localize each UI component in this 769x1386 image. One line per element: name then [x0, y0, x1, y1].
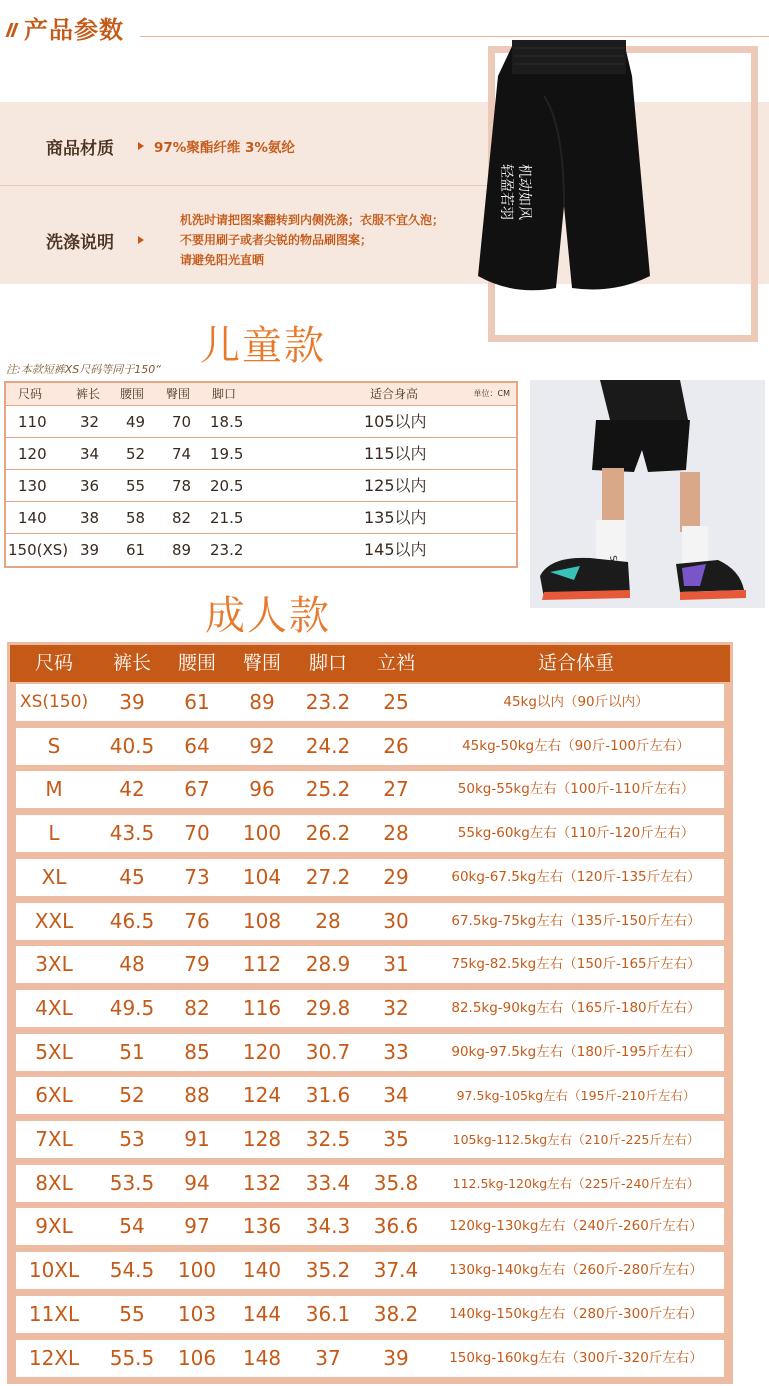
adult-table-cell: 39: [119, 690, 145, 714]
adult-table-cell: 150kg-160kg左右（300斤-320斤左右）: [449, 1349, 703, 1366]
adult-table-cell: 52: [119, 1083, 145, 1108]
adult-table-cell: 75kg-82.5kg左右（150斤-165斤左右）: [451, 956, 701, 973]
adult-table-cell: 31: [383, 952, 409, 977]
kids-table-cell: 120: [18, 445, 47, 463]
adult-table-cell: 61: [184, 690, 210, 714]
adult-table-cell: 140kg-150kg左右（280斤-300斤左右）: [449, 1305, 703, 1322]
adult-table-row: [16, 728, 724, 765]
adult-table-cell: 85: [184, 1039, 210, 1064]
adult-header-cell: 适合体重: [537, 652, 615, 674]
info-divider: [0, 185, 500, 186]
adult-table-row: [16, 815, 724, 852]
adult-table-cell: 11XL: [28, 1301, 80, 1326]
material-arrow-icon: [138, 142, 144, 150]
adult-table-cell: 45kg以内（90斤以内）: [503, 694, 649, 710]
adult-table-cell: 53: [119, 1127, 145, 1151]
adult-table-cell: 88: [184, 1083, 210, 1108]
kids-header-cell: 裤长: [76, 387, 101, 401]
adult-table-cell: 23.2: [305, 690, 351, 714]
adult-table-cell: 45kg-50kg左右（90斤-100斤左右）: [462, 737, 690, 754]
adult-table-cell: 35.2: [305, 1258, 351, 1283]
header-slash-icon: [8, 22, 18, 36]
adult-table-cell: 46.5: [109, 908, 155, 933]
material-value: 97%聚酯纤维 3%氨纶: [154, 140, 295, 156]
adult-table-row: [16, 684, 724, 721]
kids-table-cell: 32: [80, 413, 100, 431]
adult-table-cell: 28: [315, 908, 341, 933]
adult-table-cell: 28: [383, 821, 409, 846]
adult-table-cell: 33.4: [305, 1170, 351, 1195]
adult-table-cell: 37.4: [373, 1258, 419, 1283]
kids-table-cell: 135以内: [364, 508, 427, 527]
adult-table-cell: 48: [119, 952, 145, 977]
kids-table-cell: 19.5: [210, 445, 244, 463]
kids-table-cell: 125以内: [364, 476, 427, 495]
kids-table-cell: 105以内: [364, 412, 427, 431]
adult-table-cell: 31.6: [305, 1083, 351, 1108]
adult-table-cell: 36.6: [373, 1214, 419, 1239]
adult-table-cell: 12XL: [28, 1345, 80, 1370]
adult-table-cell: 28.9: [305, 952, 351, 977]
adult-table-cell: 64: [184, 733, 210, 758]
adult-table-cell: 10XL: [28, 1258, 80, 1283]
adult-table-cell: 96: [249, 777, 275, 802]
adult-table-row: [16, 1252, 724, 1289]
adult-table-cell: 51: [119, 1039, 145, 1064]
kids-header-cell: 脚口: [212, 387, 237, 401]
adult-table-cell: XS(150): [19, 692, 89, 712]
adult-table-cell: 37: [315, 1345, 341, 1370]
kids-table-cell: 145以内: [364, 540, 427, 559]
kids-table-cell: 140: [18, 509, 47, 527]
section-title-product-params: 产品参数: [24, 16, 124, 44]
adult-table-cell: 100: [177, 1258, 217, 1283]
kids-table-cell: 70: [172, 413, 192, 431]
adult-table-cell: 67.5kg-75kg左右（135斤-150斤左右）: [451, 912, 701, 929]
adult-table-cell: 4XL: [35, 995, 73, 1020]
kids-table-row: [6, 470, 516, 502]
adult-table-cell: 116: [242, 995, 282, 1020]
kids-table-cell: 58: [126, 509, 146, 527]
kids-table-cell: 20.5: [210, 477, 244, 495]
adult-table-row: [16, 1296, 724, 1333]
shorts-print-text-1: 轻盈若羽: [498, 164, 514, 220]
adult-table-row: [16, 990, 724, 1027]
shorts-print-text-2: 机动如风: [516, 164, 532, 220]
kids-size-table: [4, 381, 518, 568]
adult-table-cell: 32: [383, 995, 409, 1020]
kids-table-cell: 52: [126, 445, 146, 463]
adult-table-cell: M: [45, 777, 63, 802]
adult-table-cell: 104: [242, 864, 282, 889]
adult-table-row: [16, 771, 724, 808]
kids-table-row: [6, 534, 516, 566]
adult-table-cell: 120: [242, 1039, 282, 1064]
kids-table-cell: 39: [80, 541, 100, 559]
adult-table-cell: 89: [249, 690, 275, 714]
adult-table-cell: 32.5: [305, 1127, 351, 1151]
adult-header-cell: 臀围: [242, 652, 282, 674]
adult-table-cell: 40.5: [109, 733, 155, 758]
kids-header-cell: 臀围: [166, 387, 191, 401]
adult-table-cell: 6XL: [35, 1083, 73, 1108]
kids-table-row: [6, 502, 516, 534]
kid-model-photo: [530, 380, 765, 608]
adult-table-row: [16, 946, 724, 983]
wash-arrow-icon: [138, 236, 144, 244]
adult-table-row: [16, 1165, 724, 1202]
adult-table-cell: 97.5kg-105kg左右（195斤-210斤左右）: [456, 1088, 696, 1104]
adult-table-cell: 39: [383, 1345, 409, 1370]
adult-table-cell: 36.1: [305, 1301, 351, 1326]
adult-table-row: [16, 903, 724, 940]
adult-table-cell: 92: [249, 733, 275, 758]
adult-table-cell: 49.5: [109, 995, 155, 1020]
kids-header-cell: 腰围: [120, 387, 145, 401]
adult-size-table: [7, 642, 733, 1384]
adult-table-cell: 105kg-112.5kg左右（210斤-225斤左右）: [452, 1132, 700, 1147]
product-shorts-image: [474, 36, 654, 326]
adult-table-cell: 38.2: [373, 1301, 419, 1326]
kids-table-row: [6, 438, 516, 470]
adult-table-cell: 7XL: [35, 1127, 73, 1151]
wash-instructions: [180, 210, 444, 270]
kids-table-cell: 21.5: [210, 509, 244, 527]
kids-table-header: [6, 383, 516, 406]
adult-table-cell: 50kg-55kg左右（100斤-110斤左右）: [457, 781, 695, 798]
adult-table-cell: 34: [383, 1083, 409, 1108]
kids-table-cell: 82: [172, 509, 192, 527]
wash-label: 洗涤说明: [46, 233, 114, 253]
kids-table-row: [6, 406, 516, 438]
adult-table-cell: S: [47, 733, 61, 758]
adult-table-row: [16, 1208, 724, 1245]
kids-table-cell: 36: [80, 477, 100, 495]
adult-table-cell: L: [48, 821, 60, 846]
kids-section-title: 儿童款: [200, 323, 326, 369]
kids-table-cell: 49: [126, 413, 146, 431]
kids-header-cell: 尺码: [18, 387, 43, 401]
kids-unit-label: 单位：CM: [473, 389, 510, 398]
kids-header-cell: 适合身高: [370, 387, 419, 401]
wash-line: 不要用刷子或者尖锐的物品刷图案；: [180, 233, 373, 247]
adult-table-cell: 106: [177, 1345, 217, 1370]
adult-header-cell: 立裆: [376, 652, 416, 674]
material-label: 商品材质: [46, 139, 114, 159]
adult-table-cell: 29.8: [305, 995, 351, 1020]
kids-table-cell: 23.2: [210, 541, 244, 559]
adult-table-cell: 26: [383, 733, 409, 758]
adult-table-cell: 24.2: [305, 733, 351, 758]
adult-table-cell: 112: [242, 952, 282, 977]
adult-table-cell: 100: [242, 821, 282, 846]
kids-table-cell: 74: [172, 445, 192, 463]
adult-table-cell: 27.2: [305, 864, 351, 889]
adult-table-cell: 70: [184, 821, 210, 846]
adult-table-cell: 25.2: [305, 777, 351, 802]
header-divider: [140, 36, 769, 37]
adults-section-title: 成人款: [205, 593, 331, 639]
wash-line: 请避免阳光直晒: [180, 253, 265, 267]
adult-table-cell: 35.8: [373, 1170, 419, 1195]
adult-table-cell: 132: [242, 1170, 282, 1195]
adult-table-cell: 33: [383, 1039, 409, 1064]
adult-table-cell: 55: [119, 1301, 145, 1326]
kids-table-cell: 18.5: [210, 413, 244, 431]
adult-table-cell: 35: [383, 1127, 409, 1151]
adult-table-cell: 144: [242, 1301, 282, 1326]
adult-table-row: [16, 1034, 724, 1071]
kids-table-cell: 110: [18, 413, 47, 431]
adult-table-cell: 103: [177, 1301, 217, 1326]
adult-table-cell: 54: [119, 1214, 145, 1239]
adult-table-cell: XXL: [34, 908, 74, 933]
adult-table-cell: 27: [383, 777, 409, 802]
adult-table-cell: 55kg-60kg左右（110斤-120斤左右）: [457, 825, 695, 842]
adult-header-cell: 脚口: [308, 652, 348, 674]
adult-table-cell: 148: [242, 1345, 282, 1370]
adult-table-cell: 94: [184, 1170, 210, 1195]
adult-table-cell: 30: [383, 908, 409, 933]
kids-size-note: 注:本款短裤XS尺码等同于150“: [6, 363, 161, 376]
adult-table-cell: 9XL: [35, 1214, 73, 1239]
adult-table-cell: 128: [242, 1127, 282, 1151]
adult-table-cell: 112.5kg-120kg左右（225斤-240斤左右）: [452, 1175, 700, 1191]
kids-table-cell: 115以内: [364, 444, 427, 463]
adult-table-row: [16, 1077, 724, 1114]
adult-table-cell: 79: [184, 952, 210, 977]
adult-header-cell: 腰围: [177, 652, 217, 674]
adult-table-row: [16, 1340, 724, 1377]
adult-table-cell: 97: [184, 1214, 210, 1239]
adult-table-cell: 124: [242, 1083, 282, 1108]
adult-table-cell: 120kg-130kg左右（240斤-260斤左右）: [449, 1218, 703, 1235]
wash-line: 机洗时请把图案翻转到内侧洗涤；衣服不宜久泡；: [180, 213, 445, 227]
kids-table-cell: 150(XS): [8, 541, 69, 559]
adult-table-cell: 25: [383, 690, 409, 714]
adult-header-cell: 尺码: [34, 652, 74, 674]
adult-table-cell: 45: [119, 864, 145, 889]
kids-table-cell: 89: [172, 541, 192, 559]
adult-table-cell: 90kg-97.5kg左右（180斤-195斤左右）: [451, 1043, 701, 1060]
kids-table-cell: 130: [18, 477, 47, 495]
adult-table-cell: 55.5: [109, 1345, 155, 1370]
adult-table-cell: 82.5kg-90kg左右（165斤-180斤左右）: [451, 999, 701, 1016]
adult-table-cell: 30.7: [305, 1039, 351, 1064]
adult-table-cell: 43.5: [109, 821, 155, 846]
adult-header-cell: 裤长: [112, 652, 152, 674]
kids-table-cell: 78: [172, 477, 192, 495]
adult-table-row: [16, 1121, 724, 1158]
kids-table-cell: 38: [80, 509, 100, 527]
adult-table-row: [16, 859, 724, 896]
adult-table-cell: 5XL: [35, 1039, 73, 1064]
adult-table-cell: 60kg-67.5kg左右（120斤-135斤左右）: [451, 868, 701, 885]
adult-table-cell: 76: [184, 908, 210, 933]
adult-table-cell: 67: [184, 777, 210, 802]
adult-table-cell: 140: [242, 1258, 282, 1283]
adult-table-cell: 82: [184, 995, 210, 1020]
adult-table-header: [10, 645, 730, 682]
adult-table-cell: XL: [41, 864, 67, 889]
adult-table-cell: 108: [242, 908, 282, 933]
adult-table-cell: 73: [184, 864, 210, 889]
adult-table-cell: 34.3: [305, 1214, 351, 1239]
adult-table-cell: 91: [184, 1127, 210, 1151]
kids-table-cell: 34: [80, 445, 100, 463]
adult-table-cell: 53.5: [109, 1170, 155, 1195]
adult-table-cell: 8XL: [35, 1170, 73, 1195]
adult-table-cell: 42: [119, 777, 145, 802]
adult-table-cell: 29: [383, 864, 409, 889]
adult-table-cell: 3XL: [35, 952, 73, 977]
kids-table-cell: 55: [126, 477, 146, 495]
adult-table-cell: 54.5: [109, 1258, 155, 1283]
adult-table-cell: 136: [242, 1214, 282, 1239]
kids-table-cell: 61: [126, 541, 146, 559]
adult-table-cell: 26.2: [305, 821, 351, 846]
adult-table-cell: 130kg-140kg左右（260斤-280斤左右）: [449, 1262, 703, 1279]
